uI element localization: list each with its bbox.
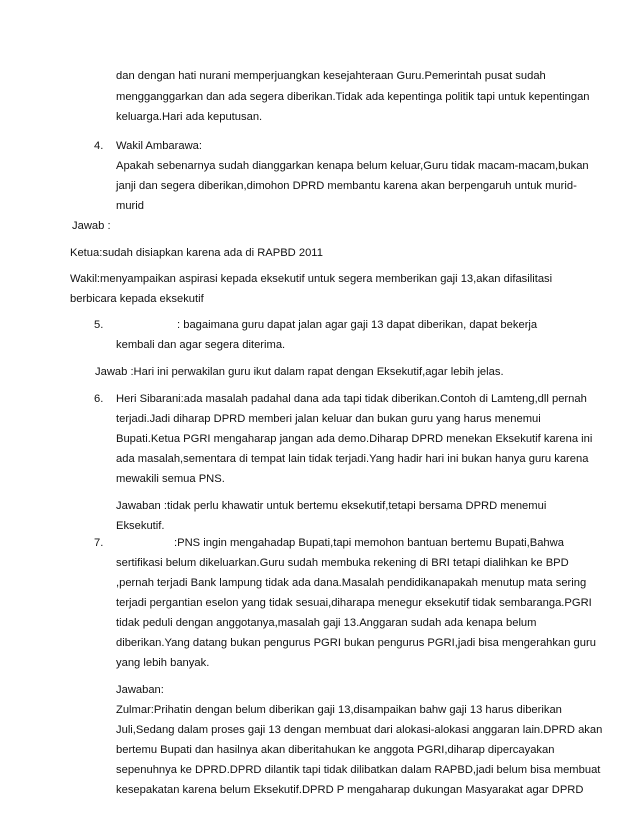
text-line: kesepakatan karena belum Eksekutif.DPRD P mengaharap dukungan Masyarakat agar DPRD (116, 784, 584, 796)
text-line: Wakil:menyampaikan aspirasi kepada eksekutif untuk segera memberikan gaji 13,akan difasilitasi (70, 273, 553, 285)
text-line: Apakah sebenarnya sudah dianggarkan kenapa belum keluar,Guru tidak macam-macam,bukan (116, 160, 589, 172)
text-line: mengganggarkan dan ada segera diberikan.Tidak ada kepentinga politik tapi untuk kepentingan (116, 91, 590, 103)
text-line: dan dengan hati nurani memperjuangkan kesejahteraan Guru.Pemerintah pusat sudah (116, 70, 546, 82)
text-line: Zulmar:Prihatin dengan belum diberikan gaji 13,disampaikan bahw gaji 13 harus diberikan (116, 704, 562, 716)
list-number: 6. (94, 393, 104, 405)
text-line: diberikan.Yang datang bukan pengurus PGRI bukan pengurus PGRI,jadi bisa mengerahkan guru (116, 637, 596, 649)
text-line: ,pernah terjadi Bank lampung tidak ada dana.Masalah pendidikanapakah menutup mata sering (116, 577, 587, 589)
list-number: 7. (94, 537, 104, 549)
text-line: ada masalah,sementara di tempat lain tidak terjadi.Yang hadir hari ini bukan hanya guru karena (116, 453, 589, 465)
text-line: berbicara kepada eksekutif (70, 293, 204, 305)
text-line: :PNS ingin mengahadap Bupati,tapi memohon bantuan bertemu Bupati,Bahwa (174, 537, 564, 549)
text-line: Bupati.Ketua PGRI mengaharap jangan ada demo.Diharap DPRD menekan Eksekutif karena ini (116, 433, 593, 445)
list-number: 4. (94, 140, 104, 152)
list-number: 5. (94, 319, 104, 331)
answer-heading: Jawaban: (116, 684, 164, 696)
text-line: terjadi.Jadi diharap DPRD memberi jalan keluar dan bukan guru yang harus menemui (116, 413, 541, 425)
text-line: bertemu Bupati dan hasilnya akan diberitahukan ke anggota PGRI,diharap dipercayakan (116, 744, 555, 756)
text-line: tidak peduli dengan anggotanya,masalah gaji 13.Anggaran sudah ada kenapa belum (116, 617, 537, 629)
text-line: kembali dan agar segera diterima. (116, 339, 286, 351)
answer-heading: Jawab : (72, 220, 111, 232)
text-line: murid (116, 200, 144, 212)
text-line: terjadi pergantian eselon yang tidak sesuai,diharapa menegur eksekutif tidak sembaranga.PGRI (116, 597, 592, 609)
text-line: keluarga.Hari ada keputusan. (116, 111, 263, 123)
text-line: sepenuhnya ke DPRD.DPRD dilantik tapi tidak dilibatkan dalam RAPBD,jadi belum bisa membuat (116, 764, 601, 776)
text-line: Eksekutif. (116, 520, 165, 532)
text-line: : bagaimana guru dapat jalan agar gaji 13 dapat diberikan, dapat bekerja (177, 319, 538, 331)
text-line: mewakili semua PNS. (116, 473, 225, 485)
item-title: Wakil Ambarawa: (116, 140, 203, 152)
text-line: Heri Sibarani:ada masalah padahal dana ada tapi tidak diberikan.Contoh di Lamteng,dll pernah (116, 393, 587, 405)
text-line: Jawab :Hari ini perwakilan guru ikut dalam rapat dengan Eksekutif,agar lebih jelas. (95, 366, 504, 378)
text-line: yang lebih banyak. (116, 657, 210, 669)
text-line: Juli,Sedang dalam proses gaji 13 dengan membuat dari alokasi-alokasi anggaran lain.DPRD akan (116, 724, 603, 736)
text-line: Ketua:sudah disiapkan karena ada di RAPBD 2011 (70, 247, 323, 259)
text-line: sertifikasi belum dikeluarkan.Guru sudah membuka rekening di BRI tetapi dialihkan ke BPD (116, 557, 569, 569)
text-line: janji dan segera diberikan,dimohon DPRD membantu karena akan berpengaruh untuk murid- (116, 180, 577, 192)
text-line: Jawaban :tidak perlu khawatir untuk bertemu eksekutif,tetapi bersama DPRD menemui (116, 500, 547, 512)
